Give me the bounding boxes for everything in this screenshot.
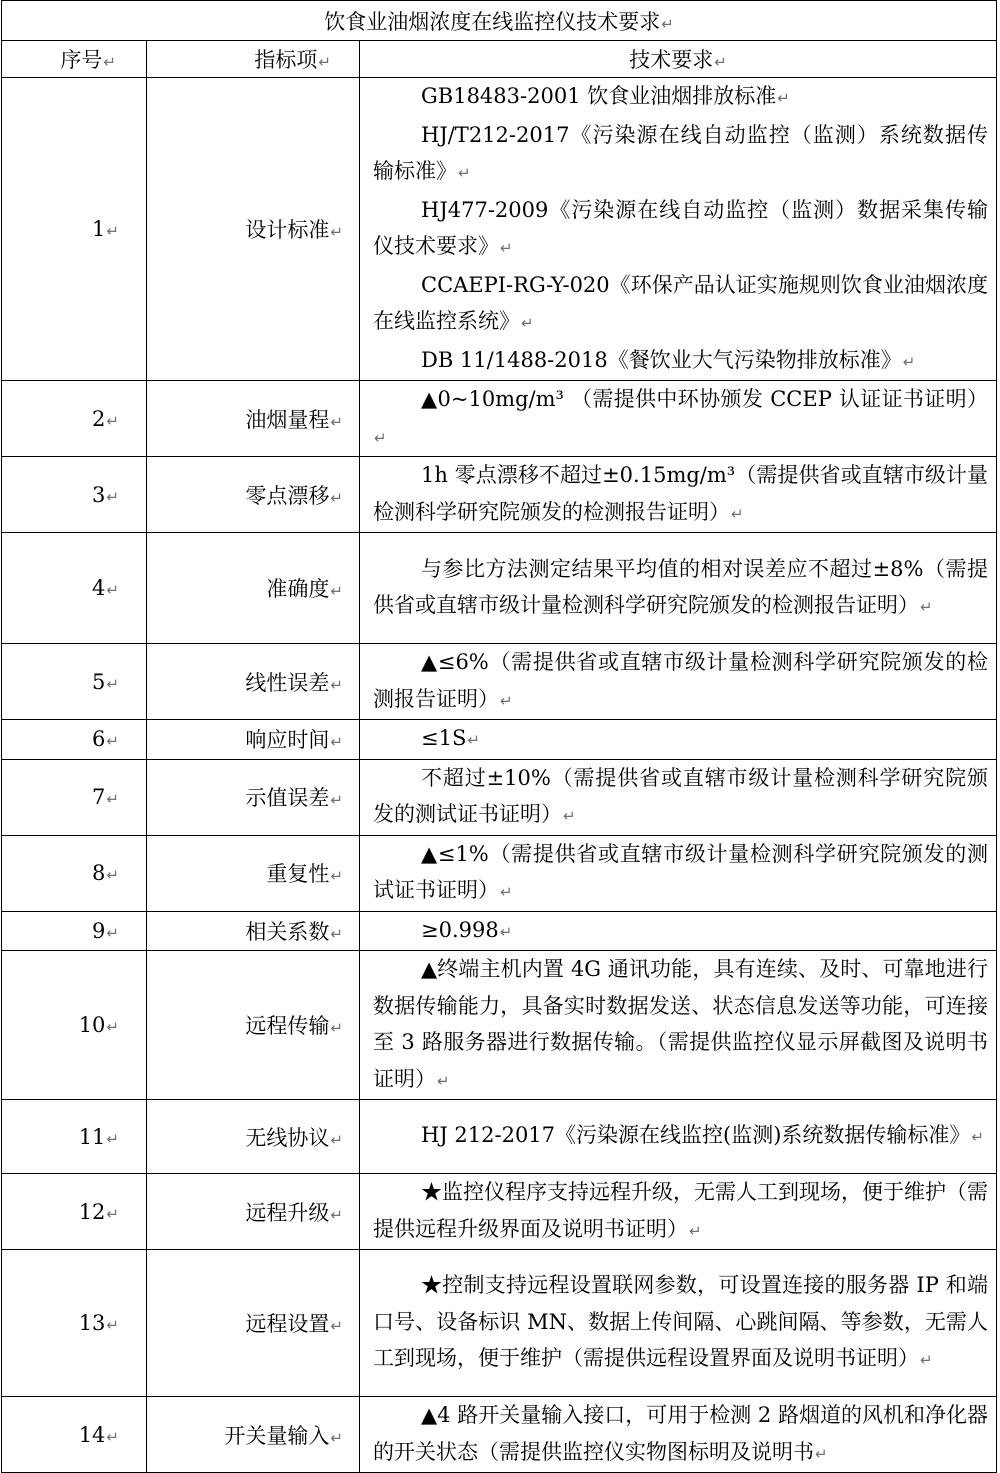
indicator-item-text: 线性误差 xyxy=(245,670,330,695)
requirement-text: HJ/T212-2017《污染源在线自动监控（监测）系统数据传输标准》 xyxy=(373,122,988,183)
indicator-item-text: 准确度 xyxy=(266,577,330,601)
requirement-text: GB18483-2001 饮食业油烟排放标准 xyxy=(421,84,777,108)
requirement-text: ≥0.998 xyxy=(421,917,499,942)
return-mark: ↵ xyxy=(714,53,727,71)
requirement-cell xyxy=(360,644,997,720)
return-mark: ↵ xyxy=(106,411,119,430)
indicator-item xyxy=(147,951,360,1100)
return-mark: ↵ xyxy=(563,807,576,825)
table-row xyxy=(2,1250,997,1397)
indicator-item-text: 远程升级 xyxy=(245,1200,330,1225)
requirement-paragraph xyxy=(373,644,988,719)
row-number-text: 11 xyxy=(78,1124,106,1149)
return-mark: ↵ xyxy=(106,581,119,599)
return-mark: ↵ xyxy=(920,598,933,616)
table-row xyxy=(2,1174,997,1250)
requirement-text: DB 11/1488-2018《餐饮业大气污染物排放标准》 xyxy=(421,347,902,372)
requirement-paragraph xyxy=(373,192,988,267)
requirement-paragraph xyxy=(373,267,988,342)
indicator-item-text: 远程设置 xyxy=(245,1312,330,1336)
indicator-item xyxy=(147,533,360,644)
return-mark: ↵ xyxy=(106,674,119,693)
return-mark: ↵ xyxy=(330,924,343,943)
requirement-text: ▲≤6%（需提供省或直辖市级计量检测科学研究院颁发的检测报告证明） xyxy=(373,650,988,711)
requirement-paragraph xyxy=(373,912,988,951)
return-mark: ↵ xyxy=(330,867,343,885)
requirement-cell xyxy=(360,951,997,1100)
requirement-text: HJ477-2009《污染源在线自动监控（监测）数据采集传输仪技术要求》 xyxy=(373,197,988,258)
return-mark: ↵ xyxy=(661,14,674,33)
indicator-item xyxy=(147,1250,360,1397)
requirement-text: ★控制支持远程设置联网参数，可设置连接的服务器 IP 和端口号、设备标识 MN、数据上传间隔、心跳间隔、等参数，无需人工到现场，便于维护（需提供远程设置界面及说明书证明） xyxy=(373,1273,988,1371)
row-number xyxy=(2,951,147,1100)
return-mark: ↵ xyxy=(500,883,513,901)
return-mark: ↵ xyxy=(330,733,343,752)
return-mark: ↵ xyxy=(971,1128,984,1147)
table-row xyxy=(2,835,997,911)
return-mark: ↵ xyxy=(437,1071,450,1090)
return-mark: ↵ xyxy=(467,731,480,749)
table-title xyxy=(2,1,997,41)
indicator-item-text: 无线协议 xyxy=(245,1125,330,1150)
requirement-paragraph xyxy=(373,551,988,626)
requirement-paragraph xyxy=(373,1117,988,1156)
return-mark: ↵ xyxy=(499,922,513,941)
requirement-paragraph xyxy=(373,1397,988,1472)
return-mark: ↵ xyxy=(689,1221,702,1240)
return-mark: ↵ xyxy=(330,675,343,694)
row-number xyxy=(2,78,147,381)
return-mark: ↵ xyxy=(330,791,343,809)
requirement-cell xyxy=(360,911,997,951)
row-number-text: 4 xyxy=(92,576,106,600)
indicator-item xyxy=(147,835,360,911)
table-row xyxy=(2,911,997,951)
indicator-item xyxy=(147,457,360,533)
requirement-paragraph xyxy=(373,720,988,759)
return-mark: ↵ xyxy=(330,1428,343,1447)
return-mark: ↵ xyxy=(330,582,343,600)
row-number-text: 7 xyxy=(92,785,106,809)
requirement-paragraph xyxy=(373,117,988,192)
row-number xyxy=(2,644,147,720)
requirement-text: ▲≤1%（需提供省或直辖市级计量检测科学研究院颁发的测试证书证明） xyxy=(373,841,988,902)
indicator-item-text: 响应时间 xyxy=(245,728,330,753)
indicator-item xyxy=(147,911,360,951)
indicator-item xyxy=(147,759,360,835)
requirement-text: 与参比方法测定结果平均值的相对误差应不超过±8%（需提供省或直辖市级计量检测科学研究院颁发的检测报告证明） xyxy=(373,556,988,617)
return-mark: ↵ xyxy=(500,239,513,257)
row-number-text: 1 xyxy=(92,217,106,241)
requirement-text: 1h 零点漂移不超过±0.15mg/m³（需提供省或直辖市级计量检测科学研究院颁发的检测报告证明） xyxy=(373,463,988,524)
requirement-cell xyxy=(360,381,997,457)
table-row xyxy=(2,1100,997,1174)
indicator-item-text: 重复性 xyxy=(266,862,330,886)
header-req xyxy=(360,41,997,78)
header-row xyxy=(2,41,997,78)
row-number-text: 8 xyxy=(92,861,106,885)
requirement-text: ▲0~10mg/m³ （需提供中环协颁发 CCEP 认证证书证明） xyxy=(421,387,988,411)
row-number xyxy=(2,720,147,760)
return-mark: ↵ xyxy=(330,488,343,507)
return-mark: ↵ xyxy=(106,790,119,808)
header-no-text: 序号 xyxy=(60,48,103,72)
indicator-item-text: 远程传输 xyxy=(245,1014,330,1038)
return-mark: ↵ xyxy=(106,1427,119,1446)
return-mark: ↵ xyxy=(458,164,471,182)
table-row xyxy=(2,720,997,760)
requirement-paragraph xyxy=(373,457,988,532)
requirement-text: HJ 212-2017《污染源在线监控(监测)系统数据传输标准》 xyxy=(421,1123,971,1148)
indicator-item-text: 示值误差 xyxy=(245,786,330,810)
return-mark: ↵ xyxy=(106,487,119,506)
return-mark: ↵ xyxy=(815,1444,828,1463)
requirement-cell xyxy=(360,759,997,835)
requirement-text: ★监控仪程序支持远程升级，无需人工到现场，便于维护（需提供远程升级界面及说明书证明） xyxy=(373,1180,988,1241)
row-number xyxy=(2,381,147,457)
spec-table xyxy=(1,0,997,1473)
header-req-text: 技术要求 xyxy=(629,48,714,72)
row-number-text: 14 xyxy=(78,1422,106,1447)
requirement-paragraph xyxy=(373,342,988,381)
row-number xyxy=(2,533,147,644)
return-mark: ↵ xyxy=(106,1129,119,1148)
indicator-item xyxy=(147,78,360,381)
return-mark: ↵ xyxy=(330,1019,343,1037)
requirement-paragraph xyxy=(373,951,988,1099)
row-number xyxy=(2,1100,147,1174)
table-row xyxy=(2,457,997,533)
return-mark: ↵ xyxy=(731,504,744,523)
return-mark: ↵ xyxy=(330,1205,343,1224)
row-number xyxy=(2,911,147,951)
requirement-text: 不超过±10%（需提供省或直辖市级计量检测科学研究院颁发的测试证书证明） xyxy=(373,765,988,826)
indicator-item-text: 相关系数 xyxy=(245,919,330,944)
row-number xyxy=(2,1174,147,1250)
requirement-paragraph xyxy=(373,78,988,117)
requirement-text: ▲4 路开关量输入接口，可用于检测 2 路烟道的风机和净化器的开关状态（需提供监控仪实物图标明及说明书 xyxy=(373,1403,988,1464)
indicator-item-text: 设计标准 xyxy=(245,218,330,242)
return-mark: ↵ xyxy=(330,412,343,431)
return-mark: ↵ xyxy=(521,314,534,332)
table-row xyxy=(2,533,997,644)
return-mark: ↵ xyxy=(106,1316,119,1334)
requirement-cell xyxy=(360,835,997,911)
row-number-text: 13 xyxy=(78,1311,106,1335)
return-mark: ↵ xyxy=(500,691,513,710)
return-mark: ↵ xyxy=(330,1317,343,1335)
requirement-cell xyxy=(360,1174,997,1250)
requirement-text: ≤1S xyxy=(421,726,467,750)
requirement-paragraph xyxy=(373,381,988,456)
requirement-paragraph xyxy=(373,836,988,911)
requirement-cell xyxy=(360,1100,997,1174)
requirement-cell xyxy=(360,1397,997,1473)
return-mark: ↵ xyxy=(374,428,387,447)
table-title-text: 饮食业油烟浓度在线监控仪技术要求 xyxy=(324,9,661,34)
return-mark: ↵ xyxy=(330,223,343,241)
return-mark: ↵ xyxy=(106,732,119,751)
return-mark: ↵ xyxy=(106,923,119,942)
return-mark: ↵ xyxy=(103,53,116,71)
return-mark: ↵ xyxy=(318,53,331,71)
table-row xyxy=(2,381,997,457)
indicator-item-text: 开关量输入 xyxy=(224,1423,330,1448)
indicator-item xyxy=(147,720,360,760)
return-mark: ↵ xyxy=(777,89,790,107)
requirement-cell xyxy=(360,78,997,381)
return-mark: ↵ xyxy=(106,1018,119,1036)
row-number-text: 2 xyxy=(92,406,106,431)
table-row xyxy=(2,759,997,835)
row-number xyxy=(2,457,147,533)
requirement-cell xyxy=(360,1250,997,1397)
header-item-text: 指标项 xyxy=(254,48,318,72)
indicator-item xyxy=(147,381,360,457)
requirement-paragraph xyxy=(373,1174,988,1249)
row-number-text: 9 xyxy=(92,918,106,943)
requirement-paragraph xyxy=(373,1267,988,1379)
table-row xyxy=(2,1397,997,1473)
requirement-cell xyxy=(360,533,997,644)
requirement-cell xyxy=(360,457,997,533)
row-number xyxy=(2,1250,147,1397)
header-no xyxy=(2,41,147,78)
row-number xyxy=(2,1397,147,1473)
requirement-text: ▲终端主机内置 4G 通讯功能，具有连续、及时、可靠地进行数据传输能力，具备实时数据发送、状态信息发送等功能，可连接至 3 路服务器进行数据传输。（需提供监控仪显示屏截图及说明书证明） xyxy=(373,957,988,1091)
row-number-text: 6 xyxy=(92,727,106,752)
indicator-item xyxy=(147,1174,360,1250)
indicator-item-text: 零点漂移 xyxy=(245,483,330,508)
header-item xyxy=(147,41,360,78)
return-mark: ↵ xyxy=(106,1204,119,1223)
return-mark: ↵ xyxy=(920,1351,933,1370)
return-mark: ↵ xyxy=(902,352,916,371)
requirement-cell xyxy=(360,720,997,760)
row-number-text: 12 xyxy=(78,1199,106,1224)
row-number xyxy=(2,759,147,835)
indicator-item xyxy=(147,1100,360,1174)
row-number-text: 5 xyxy=(92,669,106,694)
table-row xyxy=(2,951,997,1100)
table-row xyxy=(2,78,997,381)
row-number-text: 10 xyxy=(78,1013,106,1037)
row-number-text: 3 xyxy=(92,482,106,507)
row-number xyxy=(2,835,147,911)
return-mark: ↵ xyxy=(330,1130,343,1149)
table-row xyxy=(2,644,997,720)
return-mark: ↵ xyxy=(106,222,119,240)
requirement-paragraph xyxy=(373,760,988,835)
requirement-text: CCAEPI-RG-Y-020《环保产品认证实施规则饮食业油烟浓度在线监控系统》 xyxy=(373,272,988,333)
indicator-item xyxy=(147,644,360,720)
indicator-item xyxy=(147,1397,360,1473)
indicator-item-text: 油烟量程 xyxy=(245,407,330,432)
return-mark: ↵ xyxy=(106,866,119,884)
